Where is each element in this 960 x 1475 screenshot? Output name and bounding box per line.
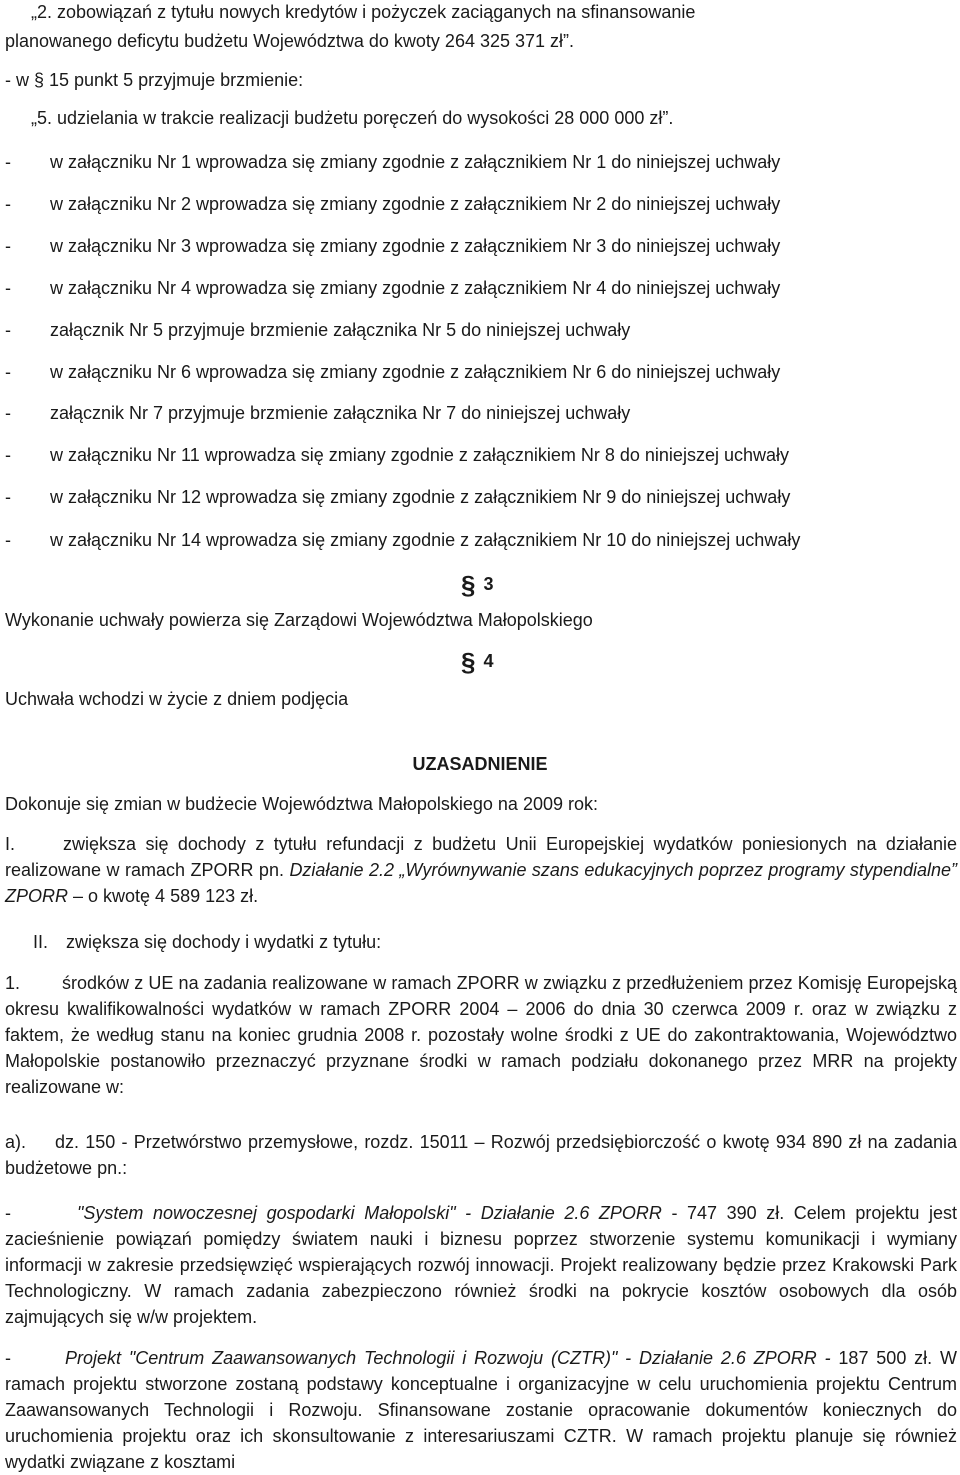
point-number: 1. bbox=[5, 973, 21, 993]
project-text: 187 500 zł. W ramach projektu stworzone zostaną podstawy konceptualne i organizacyjne w celu uruchomienia projektu Centrum Zaawansowanych Technologii i Rozwoju. Sfinansowane zostanie opracowanie dokumentów koniecznych do uruchomienia projektu oraz ich skonsultowanie z interesariuszami CZTR. W ramach projektu planuje się również wydatki związane z kosztami bbox=[5, 1348, 957, 1472]
section-3-heading bbox=[461, 570, 494, 600]
list-dash: - bbox=[5, 152, 11, 172]
point-number: II. bbox=[33, 932, 49, 952]
list-dash: - bbox=[5, 194, 11, 214]
list-dash: - bbox=[5, 278, 11, 298]
list-item: w załączniku Nr 1 wprowadza się zmiany zgodnie z załącznikiem Nr 1 do niniejszej uchwały bbox=[50, 152, 781, 172]
list-dash: - bbox=[5, 487, 11, 507]
list-item: w załączniku Nr 14 wprowadza się zmiany zgodnie z załącznikiem Nr 10 do niniejszej uchwały bbox=[50, 530, 801, 550]
point-I bbox=[5, 831, 957, 909]
section-number: 4 bbox=[483, 651, 494, 671]
list-item: w załączniku Nr 4 wprowadza się zmiany zgodnie z załącznikiem Nr 4 do niniejszej uchwały bbox=[50, 278, 781, 298]
point-tail: – o kwotę 4 589 123 zł. bbox=[73, 886, 259, 906]
list-dash: - bbox=[5, 236, 11, 256]
list-item: załącznik Nr 5 przyjmuje brzmienie załącznika Nr 5 do niniejszej uchwały bbox=[50, 320, 631, 340]
project-dash: - bbox=[5, 1203, 11, 1223]
text-line-guarantees: „5. udzielania w trakcie realizacji budżetu poręczeń do wysokości 28 000 000 zł”. bbox=[31, 108, 674, 128]
point-italic: Działanie 2.2 „Wyrównywanie szans edukacyjnych poprzez programy stypendialne” ZPORR bbox=[5, 860, 957, 906]
justification-intro: Dokonuje się zmian w budżecie Województwa Małopolskiego na 2009 rok: bbox=[5, 794, 598, 814]
section-number: 3 bbox=[483, 574, 494, 594]
list-dash: - bbox=[5, 320, 11, 340]
text-line-paragraph-15: - w § 15 punkt 5 przyjmuje brzmienie: bbox=[5, 70, 304, 90]
list-item: w załączniku Nr 6 wprowadza się zmiany zgodnie z załącznikiem Nr 6 do niniejszej uchwały bbox=[50, 362, 781, 382]
point-a bbox=[5, 1129, 957, 1181]
point-number: a). bbox=[5, 1132, 27, 1152]
point-text: zwiększa się dochody i wydatki z tytułu: bbox=[66, 932, 382, 952]
text-line-deficit: planowanego deficytu budżetu Województwa do kwoty 264 325 371 zł”. bbox=[5, 31, 575, 51]
point-text: zwiększa się dochody z tytułu refundacji z budżetu Unii Europejskiej wydatków poniesionych na działanie realizowane w ramach ZPORR pn. bbox=[5, 834, 957, 880]
list-item: w załączniku Nr 3 wprowadza się zmiany zgodnie z załącznikiem Nr 3 do niniejszej uchwały bbox=[50, 236, 781, 256]
project-title: "System nowoczesnej gospodarki Małopolski" - Działanie 2.6 ZPORR bbox=[77, 1203, 662, 1223]
section-4-text: Uchwała wchodzi w życie z dniem podjęcia bbox=[5, 689, 349, 709]
list-dash: - bbox=[5, 362, 11, 382]
section-3-text: Wykonanie uchwały powierza się Zarządowi Województwa Małopolskiego bbox=[5, 610, 593, 630]
project-1 bbox=[5, 1200, 957, 1330]
project-dash: - bbox=[5, 1348, 11, 1368]
point-text: środków z UE na zadania realizowane w ramach ZPORR w związku z przedłużeniem przez Komisję Europejską okresu kwalifikowalności wydatków w ramach ZPORR 2004 – 2006 do dnia 30 czerwca 2009 r. oraz w związku z faktem, że według stanu na koniec grudnia 2008 r. pozostały wolne środki z UE do zakontraktowania, Województwo Małopolskie postanowiło przeznaczyć przyznane środki w ramach podziału dokonanego przez MRR na projekty realizowane w: bbox=[5, 973, 957, 1097]
text-line-obligations: „2. zobowiązań z tytułu nowych kredytów i pożyczek zaciąganych na sfinansowanie bbox=[31, 2, 696, 22]
list-item: załącznik Nr 7 przyjmuje brzmienie załącznika Nr 7 do niniejszej uchwały bbox=[50, 403, 631, 423]
section-symbol: § bbox=[461, 570, 476, 600]
point-II bbox=[33, 930, 381, 954]
section-4-heading bbox=[461, 647, 494, 677]
project-title: Projekt "Centrum Zaawansowanych Technologii i Rozwoju (CZTR)" - Działanie 2.6 ZPORR - bbox=[65, 1348, 831, 1368]
list-item: w załączniku Nr 12 wprowadza się zmiany zgodnie z załącznikiem Nr 9 do niniejszej uchwały bbox=[50, 487, 791, 507]
list-dash: - bbox=[5, 403, 11, 423]
project-2 bbox=[5, 1345, 957, 1475]
point-1 bbox=[5, 970, 957, 1100]
point-number: I. bbox=[5, 834, 16, 854]
project-text: - 747 390 zł. Celem projektu jest zacieśnienie powiązań pomiędzy światem nauki i biznesu poprzez stworzenie systemu komunikacji i wymiany informacji w zakresie przedsięwzięć wspierających rozwój innowacji. Projekt realizowany będzie przez Krakowski Park Technologiczny. W ramach zadania zabezpieczono również środki na pokrycie kosztów osobowych dla osób zajmujących się w/w projektem. bbox=[5, 1203, 957, 1327]
justification-heading: UZASADNIENIE bbox=[412, 754, 548, 774]
list-dash: - bbox=[5, 530, 11, 550]
point-text: dz. 150 - Przetwórstwo przemysłowe, rozdz. 15011 – Rozwój przedsiębiorczość o kwotę 934 890 zł na zadania budżetowe pn.: bbox=[5, 1132, 957, 1178]
section-symbol: § bbox=[461, 647, 476, 677]
list-item: w załączniku Nr 2 wprowadza się zmiany zgodnie z załącznikiem Nr 2 do niniejszej uchwały bbox=[50, 194, 781, 214]
list-item: w załączniku Nr 11 wprowadza się zmiany zgodnie z załącznikiem Nr 8 do niniejszej uchwały bbox=[50, 445, 789, 465]
list-dash: - bbox=[5, 445, 11, 465]
